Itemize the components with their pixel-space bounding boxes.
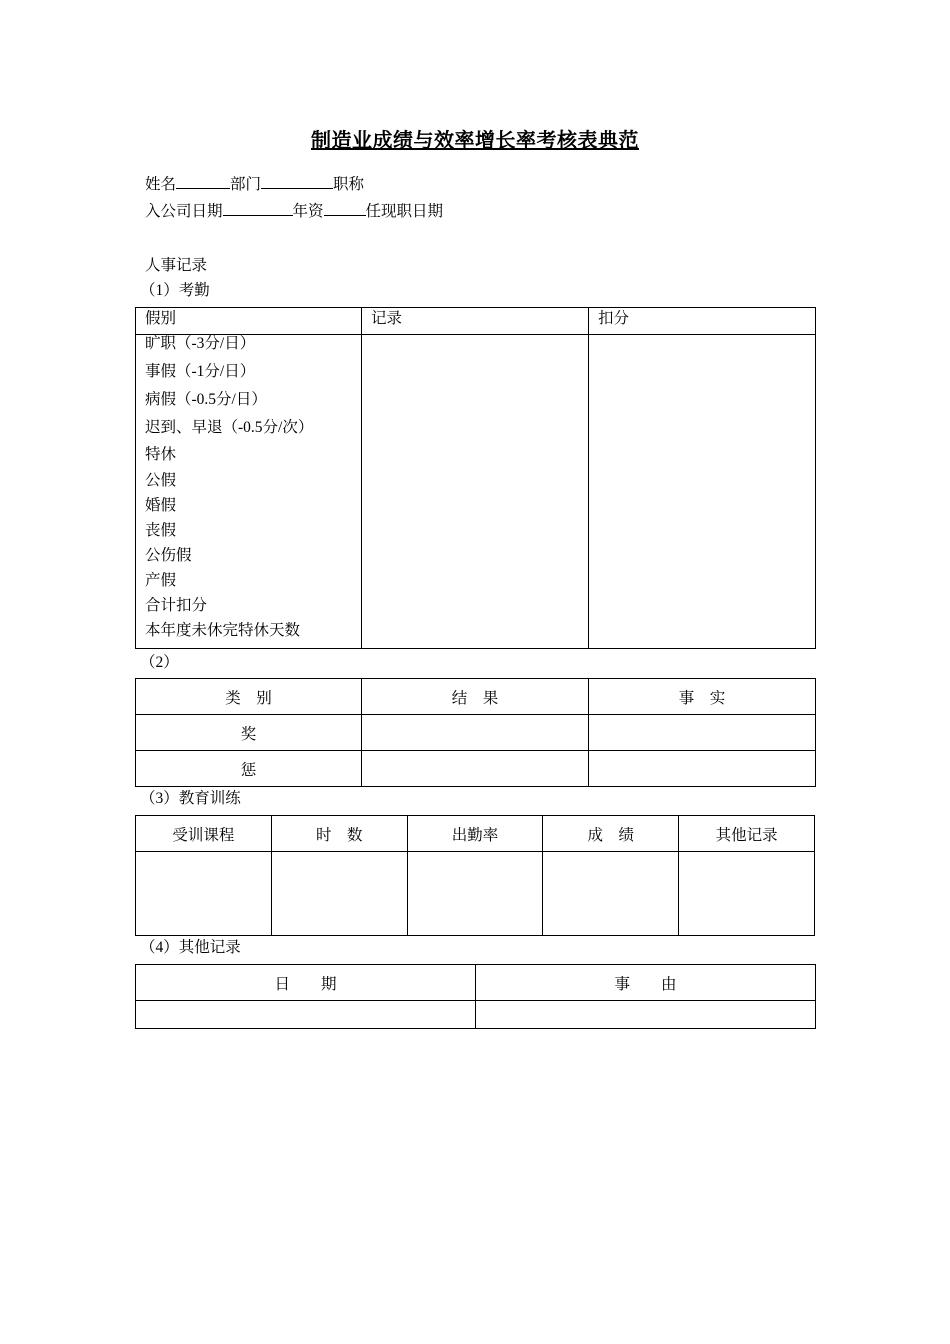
header-score: 成 绩 [543,816,679,852]
header-fact: 事 实 [589,679,816,715]
leave-item: 旷职（-3分/日） [145,335,256,352]
join-date-field[interactable] [223,201,293,216]
attendance-table [135,307,816,649]
other-records-table [135,964,816,1029]
job-title-label: 职称 [333,176,365,193]
rewards-table [135,678,816,787]
header-reason: 事 由 [476,965,816,1001]
training-header-row [136,816,815,852]
leave-item: 合计扣分 [145,597,208,614]
header-hours: 时 数 [271,816,407,852]
leave-item: 本年度未休完特休天数 [145,622,301,639]
leave-item: 公假 [145,472,177,489]
other-records-body-row [136,1001,816,1029]
reward-fact-cell[interactable] [589,715,816,751]
punishment-row [136,751,816,787]
rewards-heading: （2） [140,654,179,671]
seniority-field[interactable] [324,201,366,216]
leave-type-list [136,335,362,649]
hours-cell[interactable] [271,852,407,936]
course-cell[interactable] [136,852,272,936]
record-cell[interactable] [362,335,589,649]
leave-item: 事假（-1分/日） [145,363,256,380]
leave-item: 产假 [145,572,177,589]
employee-info-line-1 [145,172,364,194]
training-heading: （3）教育训练 [140,790,241,807]
attendance-heading: （1）考勤 [140,282,210,299]
attendance-body-row [136,335,816,649]
date-cell[interactable] [136,1001,476,1029]
join-date-label: 入公司日期 [145,203,223,220]
page-title: 制造业成绩与效率增长率考核表典范 [311,130,639,152]
punishment-label: 惩 [136,751,362,787]
reason-cell[interactable] [476,1001,816,1029]
deduction-cell[interactable] [589,335,816,649]
score-cell[interactable] [543,852,679,936]
leave-item: 病假（-0.5分/日） [145,391,267,408]
other-records-heading: （4）其他记录 [140,939,241,956]
training-body-row [136,852,815,936]
header-other-notes: 其他记录 [679,816,815,852]
seniority-label: 年资 [292,203,324,220]
header-course: 受训课程 [136,816,272,852]
header-deduction: 扣分 [589,308,816,335]
header-date: 日 期 [136,965,476,1001]
dept-field[interactable] [261,174,333,189]
reward-result-cell[interactable] [362,715,589,751]
name-field[interactable] [176,174,230,189]
header-category: 类 别 [136,679,362,715]
reward-label: 奖 [136,715,362,751]
leave-item: 公伤假 [145,547,192,564]
other-notes-cell[interactable] [679,852,815,936]
attendance-rate-cell[interactable] [407,852,543,936]
leave-item: 迟到、早退（-0.5分/次） [145,419,314,436]
current-post-date-label: 任现职日期 [365,203,444,220]
leave-item: 婚假 [145,497,177,514]
other-records-header-row [136,965,816,1001]
dept-label: 部门 [230,176,262,193]
leave-item: 丧假 [145,522,177,539]
rewards-header-row [136,679,816,715]
personnel-record-heading: 人事记录 [145,257,208,274]
punishment-result-cell[interactable] [362,751,589,787]
reward-row [136,715,816,751]
punishment-fact-cell[interactable] [589,751,816,787]
header-record: 记录 [362,308,589,335]
header-result: 结 果 [362,679,589,715]
employee-info-line-2 [145,199,443,221]
leave-item: 特休 [145,446,177,463]
header-attendance-rate: 出勤率 [407,816,543,852]
training-table [135,815,815,936]
header-leave-type: 假别 [136,308,362,335]
name-label: 姓名 [145,176,177,193]
